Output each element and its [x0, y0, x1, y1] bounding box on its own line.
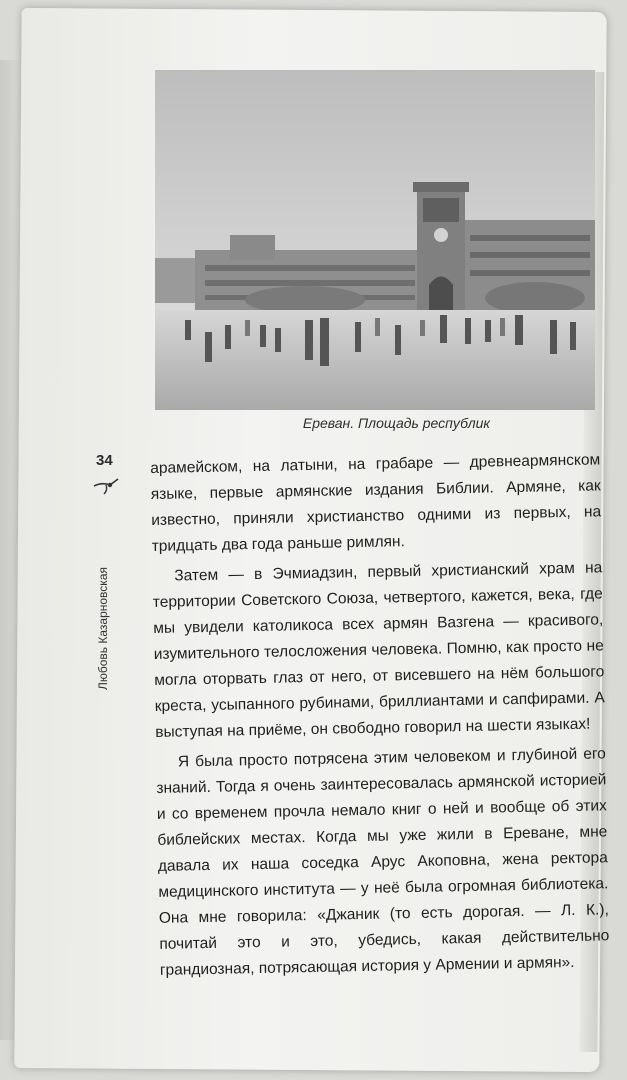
page-number: 34 [96, 452, 113, 469]
republic-square-photo [155, 70, 595, 410]
paragraph: Я была просто потрясена этим человеком и глубиной его знаний. Тогда я очень заинтересовалась армянской историей и со временем прочла немало книг о ней и вообще об этих библейских местах. Когда мы уже жили в Ереване, мне давала их наша соседка Арус Акоповна, жена ректора медицинского института — у неё была огромная библиотека. Она мне говорила: «Джаник (то есть дорогая. — Л. К.), почитай это и это, убедись, какая действительно грандиозная, потрясающая история у Армении и армян». [156, 745, 610, 979]
body-text [150, 447, 610, 988]
photo-caption: Ереван. Площадь республик [302, 415, 490, 431]
ornament-icon [92, 476, 120, 496]
running-head-author [96, 676, 110, 690]
paragraph: Затем — в Эчмиадзин, первый христианский храм на территории Советского Союза, четвертого, кажется, века, где мы увидели католикоса всех армян Вазгена — красивого, изумительного телосложения человека. Помню, как просто не могла оторвать глаз от него, от висевшего на нём большого креста, усыпанного рубинами, бриллиантами и сапфирами. А выступая на приёме, он свободно говорил на шести языках! [152, 559, 605, 741]
paragraph: арамейском, на латыни, на грабаре — древнеармянском языке, первые армянские издания Библии. Армяне, как известно, приняли христианство одними из первых, на тридцать два года раньше римлян. [150, 451, 602, 555]
